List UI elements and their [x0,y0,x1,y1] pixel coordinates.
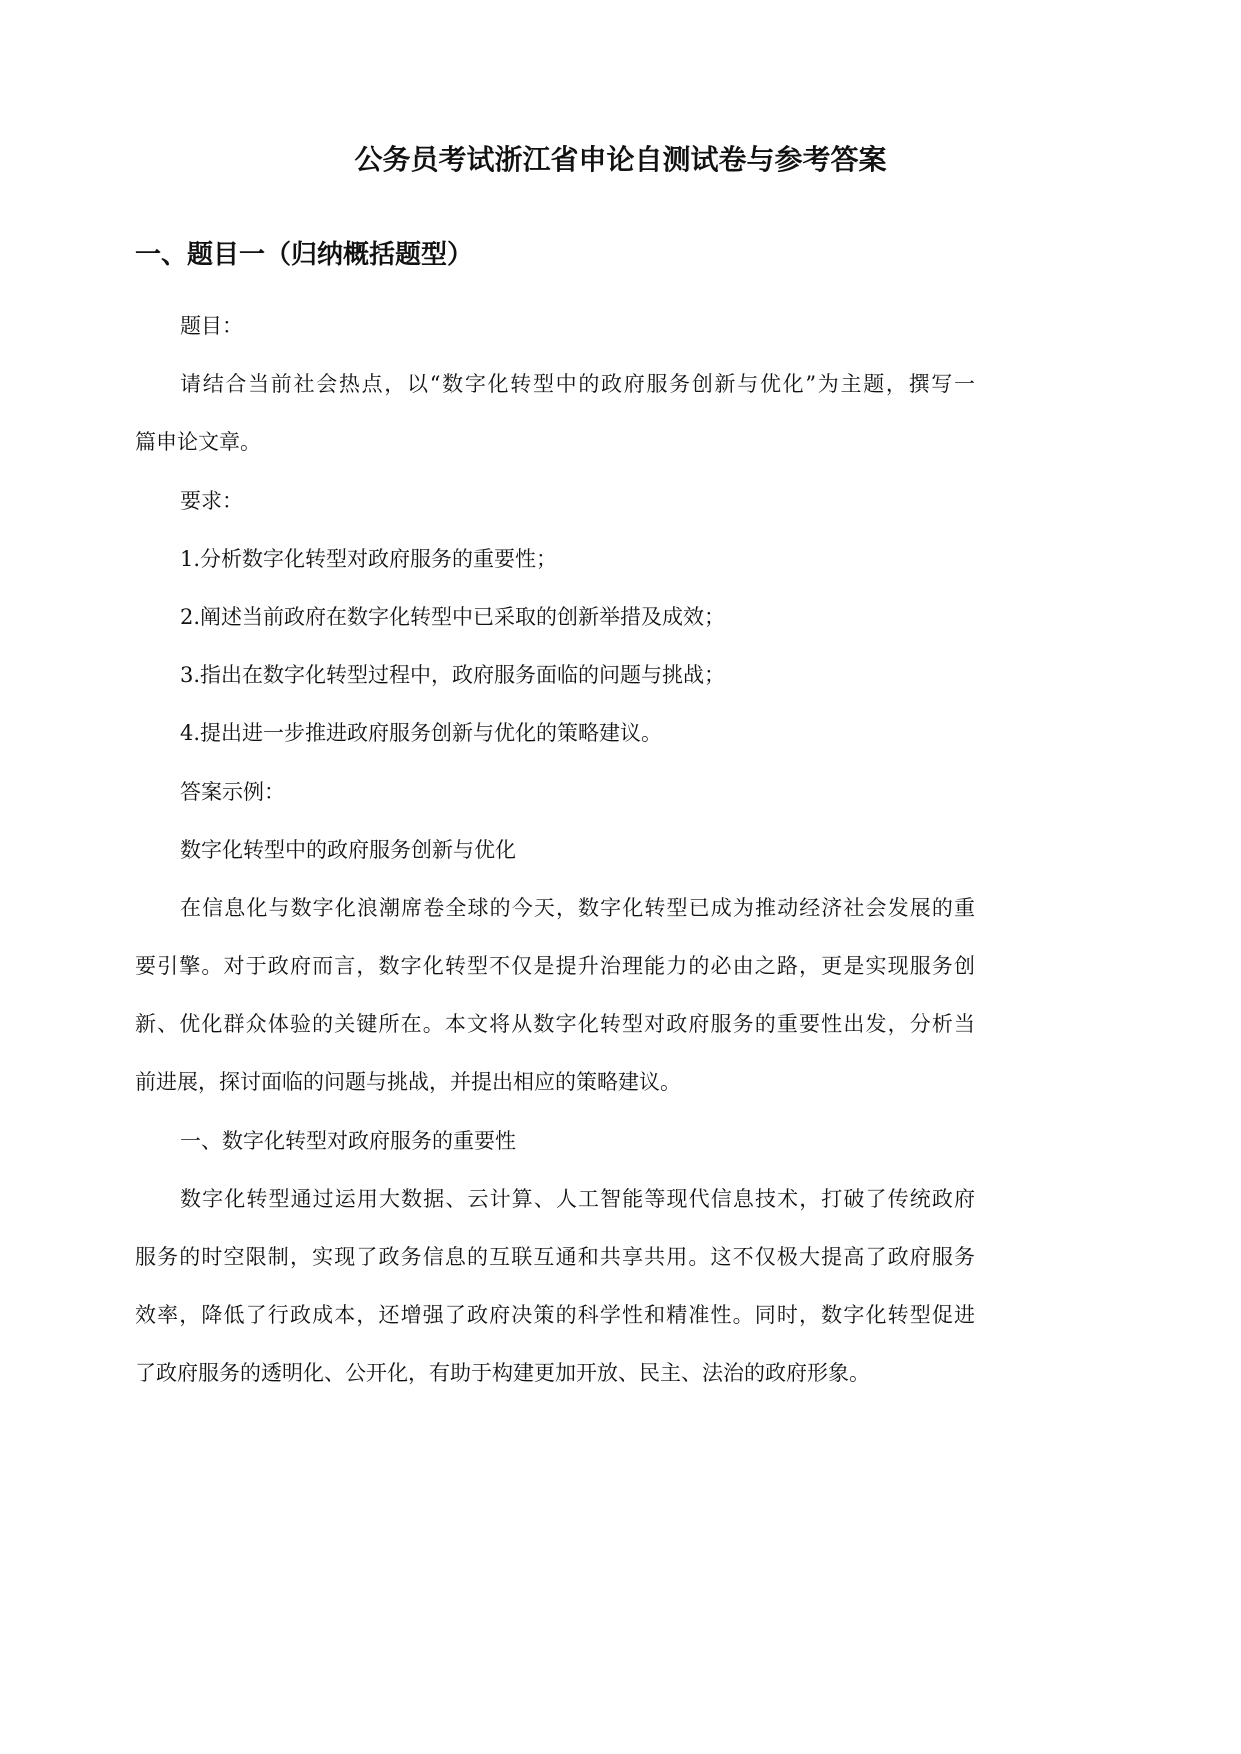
paragraph-line: 要求： [180,488,243,513]
paragraph-line: 4.提出进一步推进政府服务创新与优化的策略建议。 [180,721,663,746]
paragraph-line: 了政府服务的透明化、公开化，有助于构建更加开放、民主、法治的政府形象。 [135,1361,870,1386]
paragraph-line: 在信息化与数字化浪潮席卷全球的今天，数字化转型已成为推动经济社会发展的重 [180,895,975,920]
paragraph-line: 3.指出在数字化转型过程中，政府服务面临的问题与挑战； [180,663,726,688]
paragraph-line: 2.阐述当前政府在数字化转型中已采取的创新举措及成效； [180,604,726,629]
paragraph-line: 题目： [180,314,243,338]
paragraph-line: 要引擎。对于政府而言，数字化转型不仅是提升治理能力的必由之路，更是实现服务创 [135,954,975,979]
paragraph-line: 数字化转型通过运用大数据、云计算、人工智能等现代信息技术，打破了传统政府 [180,1186,975,1211]
paragraph-line: 篇申论文章。 [135,430,261,455]
paragraph-line: 新、优化群众体验的关键所在。本文将从数字化转型对政府服务的重要性出发，分析当 [135,1012,975,1037]
paragraph-line: 请结合当前社会热点，以“数字化转型中的政府服务创新与优化”为主题，撰写一 [180,372,975,397]
paragraph-line: 数字化转型中的政府服务创新与优化 [180,837,516,862]
document-title: 公务员考试浙江省申论自测试卷与参考答案 [354,143,887,176]
paragraph-line: 一、数字化转型对政府服务的重要性 [180,1128,516,1153]
paragraph-line: 服务的时空限制，实现了政务信息的互联互通和共享共用。这不仅极大提高了政府服务 [135,1245,975,1269]
document-body [135,306,975,1412]
paragraph-line: 1.分析数字化转型对政府服务的重要性； [180,546,558,571]
section-heading: 一、题目一（归纳概括题型） [135,240,474,270]
paragraph-line: 效率，降低了行政成本，还增强了政府决策的科学性和精准性。同时，数字化转型促进 [135,1303,975,1328]
paragraph-line: 前进展，探讨面临的问题与挑战，并提出相应的策略建议。 [135,1070,681,1095]
paragraph-line: 答案示例： [180,779,285,804]
